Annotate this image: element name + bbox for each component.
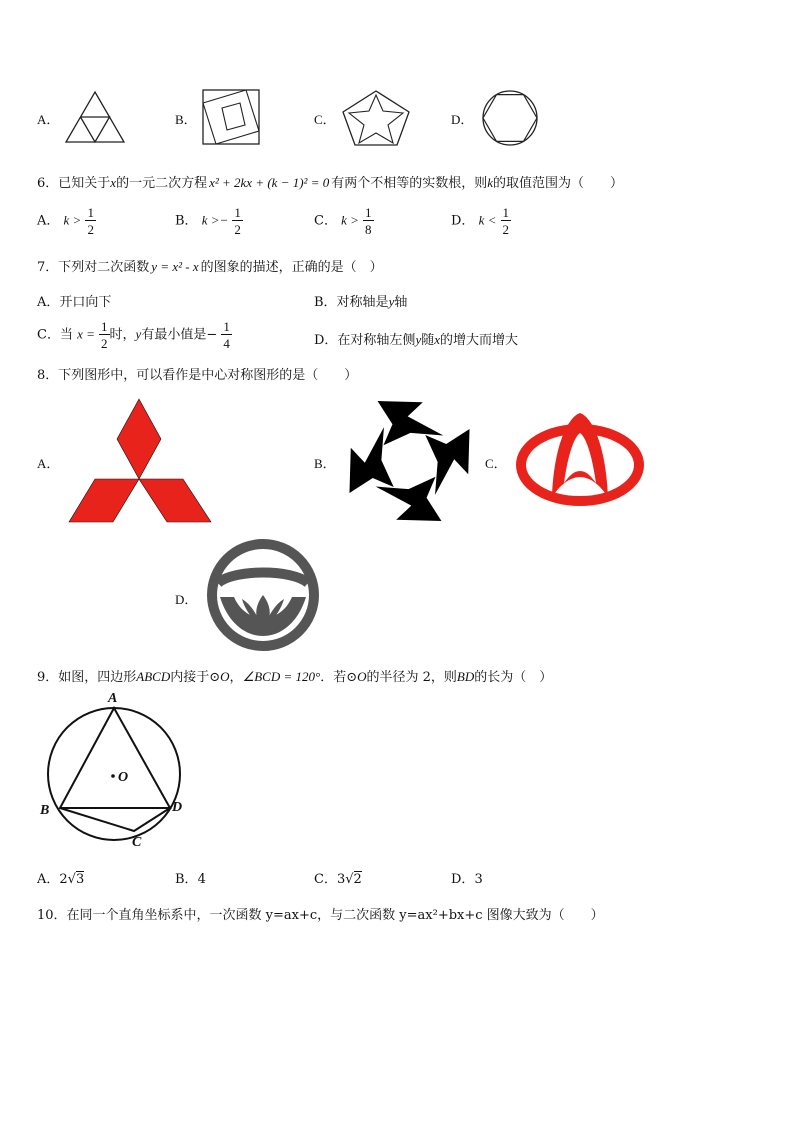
q8-gray-circle-logo <box>206 539 320 651</box>
q6-option-b-fraction: $\frac{1}{2}$ <box>234 205 241 237</box>
q7-option-c-fraction2: $\frac{1}{4}$ <box>223 319 230 351</box>
q9-label-o: O <box>118 770 129 785</box>
q6-option-a-fraction: $\frac{1}{2}$ <box>87 205 94 237</box>
q9-option-d-value: 3 <box>474 872 483 887</box>
q8-text: 下列图形中，可以看作是中心对称图形的是（ ） <box>58 368 358 383</box>
q6-equation: x² + 2kx + (k − 1)² = 0 <box>209 175 330 190</box>
q5-square-figure <box>202 89 260 145</box>
q6-text-d: 的取值范围为（ ） <box>493 176 624 191</box>
q9-quad: ABCD <box>136 669 171 684</box>
q8-option-c-label: C． <box>485 456 507 471</box>
q7-option-c-y: y <box>135 326 142 342</box>
q7-option-c-mid: 时， <box>109 327 136 343</box>
q6-var-k: k <box>487 175 494 190</box>
q5-option-c-label: C． <box>314 112 336 127</box>
q7-number: 7． <box>37 260 59 275</box>
q9-angle: ∠BCD = 120° <box>242 669 321 684</box>
q9-text-c: ， <box>229 670 243 685</box>
q6-text-b: 的一元二次方程 <box>116 176 208 191</box>
q9-option-c[interactable] <box>314 868 362 887</box>
q9-number: 9． <box>37 670 59 685</box>
q8-number: 8． <box>37 368 59 383</box>
q7-option-b[interactable] <box>314 291 407 310</box>
q6-option-b-label: B． <box>175 213 198 229</box>
q6-option-a-lhs: k > <box>63 212 82 228</box>
q5-triangle-figure <box>64 90 126 144</box>
q9-circle: O <box>220 669 230 684</box>
q6-option-b[interactable] <box>175 206 243 236</box>
q9-label-a: A <box>108 691 118 706</box>
q9-option-a[interactable] <box>37 868 84 887</box>
q7-option-d-mid: 随 <box>421 333 435 348</box>
q8-stem <box>37 364 357 383</box>
q9-text-f: 的长为（ ） <box>474 670 553 685</box>
q8-option-b-label: B． <box>314 456 336 471</box>
q7-option-c-fraction: $\frac{1}{2}$ <box>101 319 108 351</box>
q7-option-c[interactable] <box>37 320 232 350</box>
q9-stem <box>37 666 552 685</box>
q5-circle-hexagon-figure <box>480 90 540 146</box>
q7-option-c-post: 有最小值是− <box>141 327 218 343</box>
q7-option-d-text: D．在对称轴左侧 <box>314 333 416 348</box>
q7-option-b-post: 轴 <box>394 295 408 310</box>
q10-stem <box>37 904 604 923</box>
q9-label-d: D <box>172 800 183 815</box>
q9-option-b[interactable] <box>175 868 206 887</box>
q8-option-d-label: D． <box>175 592 198 607</box>
sqrt-icon: √ <box>345 872 354 887</box>
q7-stem <box>37 256 383 275</box>
q5-pentagon-star-figure <box>341 89 411 147</box>
q8-red-diamonds-logo <box>68 398 212 524</box>
q10-number: 10． <box>37 908 67 923</box>
q7-option-c-text: C．当 <box>37 327 73 343</box>
q9-circle-figure <box>36 690 196 855</box>
q9-circle2: O <box>357 669 367 684</box>
q9-option-b-value: 4 <box>197 872 206 887</box>
q6-option-c-lhs: k > <box>341 212 359 228</box>
q6-option-c[interactable] <box>314 206 374 236</box>
q9-option-d[interactable] <box>451 868 483 887</box>
q6-option-d-lhs: k < <box>478 212 497 228</box>
q6-var-x: x <box>110 175 117 190</box>
q9-text-e: 的半径为 2，则 <box>366 670 457 685</box>
q7-option-c-x: x = <box>77 326 95 342</box>
q5-option-a-label: A． <box>37 112 60 127</box>
q6-option-c-label: C． <box>314 213 337 229</box>
q9-label-c: C <box>132 835 142 850</box>
q7-option-d-y: y <box>415 332 422 347</box>
q8-black-star-ring-logo <box>346 398 473 524</box>
q9-option-a-radicand: 3 <box>75 872 85 887</box>
q9-text-a: 如图，四边形 <box>58 670 137 685</box>
q6-option-d-label: D． <box>451 213 475 229</box>
q9-option-c-radicand: 2 <box>353 872 362 887</box>
q10-text: 在同一个直角坐标系中，一次函数 y=ax+c，与二次函数 y=ax²+bx+c 图像大致为（ ） <box>66 908 604 923</box>
q6-text-c: 有两个不相等的实数根，则 <box>331 176 488 191</box>
q6-option-a-label: A． <box>37 213 60 229</box>
q5-option-b-label: B． <box>175 112 197 127</box>
sqrt-icon: √ <box>67 872 76 887</box>
q9-segment: BD <box>456 669 475 684</box>
q7-option-d-x: x <box>434 332 441 347</box>
q7-option-b-text: B．对称轴是 <box>314 295 389 310</box>
q6-number: 6． <box>37 176 59 191</box>
q8-option-a-label: A． <box>37 456 60 471</box>
q6-option-c-fraction: $\frac{1}{8}$ <box>365 205 372 237</box>
q9-option-c-label: C． <box>314 872 337 887</box>
q9-option-a-label: A． <box>37 872 60 887</box>
q7-option-b-var: y <box>388 294 395 309</box>
q6-text-a: 已知关于 <box>58 176 111 191</box>
q9-option-b-label: B． <box>175 872 198 887</box>
q6-option-b-lhs: k >− <box>201 212 229 228</box>
q6-option-d[interactable] <box>451 206 511 236</box>
q9-text-b: 内接于⊙ <box>170 670 221 685</box>
q9-text-d: ．若⊙ <box>320 670 358 685</box>
q6-option-a[interactable] <box>37 206 96 236</box>
q7-option-d-post: 的增大而增大 <box>440 333 519 348</box>
q9-option-c-coef: 3 <box>336 872 346 887</box>
q7-option-d[interactable] <box>314 329 518 348</box>
q7-option-a[interactable]: A．开口向下 <box>37 295 112 310</box>
q5-option-d-label: D． <box>451 112 474 127</box>
q9-option-d-label: D． <box>451 872 475 887</box>
q6-option-d-fraction: $\frac{1}{2}$ <box>502 205 510 237</box>
q6-stem <box>37 172 623 191</box>
q9-option-a-coef: 2 <box>59 872 68 887</box>
q8-red-oval-logo <box>516 405 644 507</box>
q7-text-a: 下列对二次函数 <box>58 260 150 275</box>
q9-label-b: B <box>40 803 50 818</box>
q7-function: y = x² - x <box>151 259 199 274</box>
q7-text-b: 的图象的描述，正确的是（ ） <box>200 260 383 275</box>
